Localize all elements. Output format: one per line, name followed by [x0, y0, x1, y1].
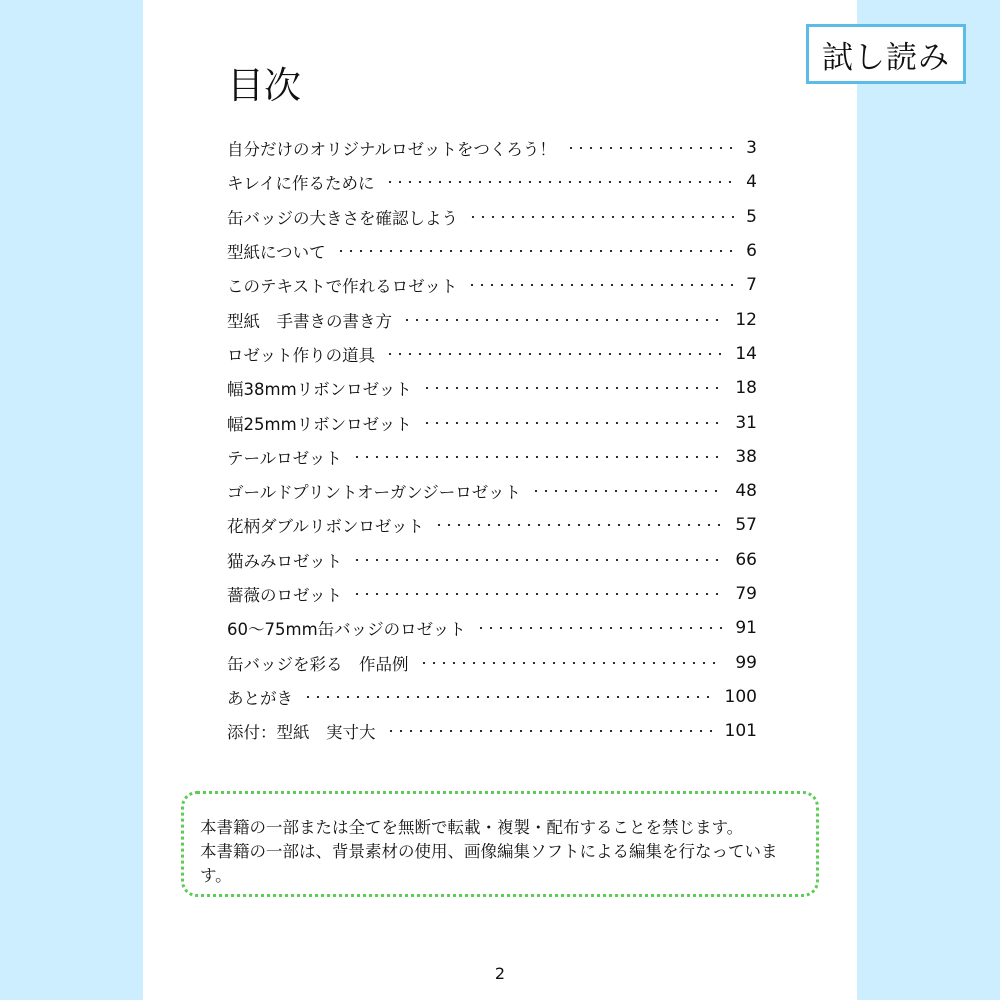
toc-dot-leader — [352, 593, 723, 595]
toc-dot-leader — [386, 730, 713, 732]
toc-entry-label: 花柄ダブルリボンロゼット — [227, 517, 425, 537]
toc-entry-label: 自分だけのオリジナルロゼットをつくろう！ — [227, 140, 556, 160]
toc-dot-leader — [434, 524, 723, 526]
toc-entry-label: 薔薇のロゼット — [227, 586, 343, 605]
toc-entry-page-number: 66 — [735, 549, 757, 570]
toc-entry-page-number: 5 — [746, 206, 757, 227]
toc-entry[interactable] — [227, 508, 757, 542]
toc-entry-page-number: 4 — [746, 172, 757, 193]
toc-entry[interactable] — [227, 302, 757, 336]
toc-dot-leader — [303, 696, 713, 698]
copyright-notice-line: 本書籍の一部は、背景素材の使用、画像編集ソフトによる編集を行なっています。 — [200, 842, 778, 885]
toc-dot-leader — [352, 559, 723, 561]
sample-badge: 試し読み — [806, 24, 966, 84]
toc-entry[interactable] — [227, 611, 757, 645]
table-of-contents — [227, 131, 757, 748]
toc-dot-leader — [467, 284, 734, 286]
toc-entry-page-number: 101 — [724, 721, 757, 742]
toc-entry-label: キレイに作るために — [227, 174, 375, 194]
toc-entry-page-number: 6 — [746, 241, 757, 262]
toc-dot-leader — [476, 627, 724, 629]
toc-entry-page-number: 14 — [735, 343, 757, 364]
page-number: 2 — [494, 964, 506, 983]
toc-dot-leader — [402, 319, 723, 321]
toc-dot-leader — [352, 456, 724, 458]
toc-entry[interactable] — [227, 645, 757, 679]
toc-entry[interactable] — [227, 337, 757, 371]
toc-entry[interactable] — [227, 234, 757, 268]
toc-dot-leader — [385, 181, 735, 183]
toc-entry-label: ゴールドプリントオーガンジーロゼット — [227, 483, 521, 503]
copyright-notice — [181, 791, 819, 897]
toc-dot-leader — [336, 250, 735, 252]
toc-entry-page-number: 38 — [735, 446, 757, 467]
toc-entry-page-number: 79 — [735, 584, 757, 604]
toc-title: 目次 — [227, 64, 301, 107]
toc-entry[interactable] — [227, 165, 757, 199]
toc-entry-page-number: 31 — [735, 412, 757, 433]
toc-entry-label: 缶バッジの大きさを確認しよう — [227, 208, 458, 228]
toc-entry[interactable] — [227, 474, 757, 508]
toc-entry-page-number: 91 — [735, 618, 757, 639]
copyright-notice-line: 本書籍の一部または全てを無断で転載・複製・配布することを禁じます。 — [200, 818, 744, 837]
toc-dot-leader — [531, 490, 723, 492]
toc-entry[interactable] — [227, 680, 757, 714]
toc-entry-label: 型紙 手書きの書き方 — [227, 311, 392, 331]
toc-entry[interactable] — [227, 577, 757, 611]
toc-entry-label: 猫みみロゼット — [227, 551, 343, 571]
toc-entry-page-number: 18 — [735, 378, 757, 399]
toc-entry[interactable] — [227, 405, 757, 439]
toc-entry-label: 幅25mmリボンロゼット — [227, 414, 412, 434]
toc-entry-page-number: 3 — [746, 138, 757, 159]
toc-entry[interactable] — [227, 371, 757, 405]
toc-dot-leader — [422, 422, 724, 424]
toc-entry-label: 60〜75mm缶バッジのロゼット — [227, 620, 466, 640]
toc-entry-label: あとがき — [227, 688, 293, 708]
toc-entry-page-number: 12 — [735, 309, 757, 330]
toc-dot-leader — [468, 216, 734, 218]
toc-entry[interactable] — [227, 714, 757, 748]
toc-entry-label: このテキストで作れるロゼット — [227, 277, 458, 297]
toc-entry-label: 幅38mmリボンロゼット — [227, 380, 412, 400]
toc-dot-leader — [385, 353, 723, 355]
toc-entry[interactable] — [227, 268, 757, 302]
toc-entry-label: 型紙について — [227, 243, 326, 263]
toc-entry-page-number: 48 — [735, 481, 757, 502]
toc-entry[interactable] — [227, 440, 757, 474]
toc-entry-label: ロゼット作りの道具 — [227, 345, 376, 365]
toc-dot-leader — [566, 147, 734, 149]
toc-entry-page-number: 57 — [735, 515, 757, 536]
toc-entry-page-number: 7 — [746, 275, 757, 296]
toc-entry-label: 添付：型紙 実寸大 — [227, 723, 376, 743]
toc-entry-page-number: 99 — [735, 652, 757, 673]
toc-dot-leader — [422, 387, 724, 389]
toc-dot-leader — [419, 662, 724, 664]
toc-entry[interactable] — [227, 543, 757, 577]
toc-entry[interactable] — [227, 200, 757, 234]
toc-entry-page-number: 100 — [724, 686, 757, 707]
toc-entry-label: テールロゼット — [227, 448, 342, 468]
toc-entry[interactable] — [227, 131, 757, 165]
toc-entry-label: 缶バッジを彩る 作品例 — [227, 654, 409, 674]
